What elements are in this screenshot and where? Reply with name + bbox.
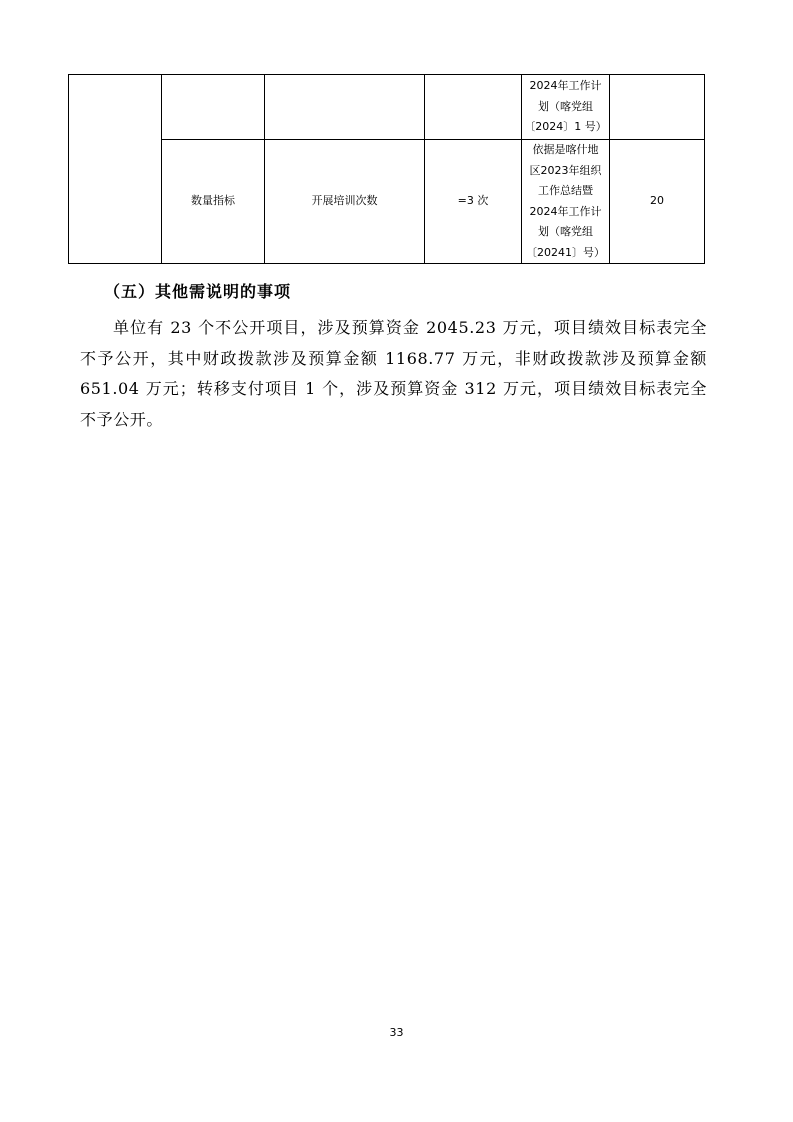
indicator-cell: 开展培训次数 [265, 140, 425, 264]
basis-cell: 依据是喀什地 区2023年组织 工作总结暨 2024年工作计 划（喀党组 〔20241〕号） [522, 140, 610, 264]
score-cell [610, 75, 705, 140]
basis-cell: 2024年工作计 划（喀党组 〔2024〕1 号） [522, 75, 610, 140]
table-cell [265, 75, 425, 140]
table-cell-merged [69, 75, 162, 264]
page-number: 33 [389, 1026, 404, 1039]
section-paragraph: 单位有 23 个不公开项目，涉及预算资金 2045.23 万元，项目绩效目标表完全不予公开，其中财政拨款涉及预算金额 1168.77 万元，非财政拨款涉及预算金额 651.04 万元；转移支付项目 1 个，涉及预算资金 312 万元，项目绩效目标表完全不予公开。 [80, 318, 707, 429]
target-cell: =3 次 [425, 140, 522, 264]
score-cell: 20 [610, 140, 705, 264]
performance-target-table [68, 74, 705, 264]
table-cell [162, 75, 265, 140]
table-row [69, 140, 705, 264]
section-heading: （五）其他需说明的事项 [104, 282, 292, 301]
table-cell [425, 75, 522, 140]
table-row [69, 75, 705, 140]
category-cell: 数量指标 [162, 140, 265, 264]
